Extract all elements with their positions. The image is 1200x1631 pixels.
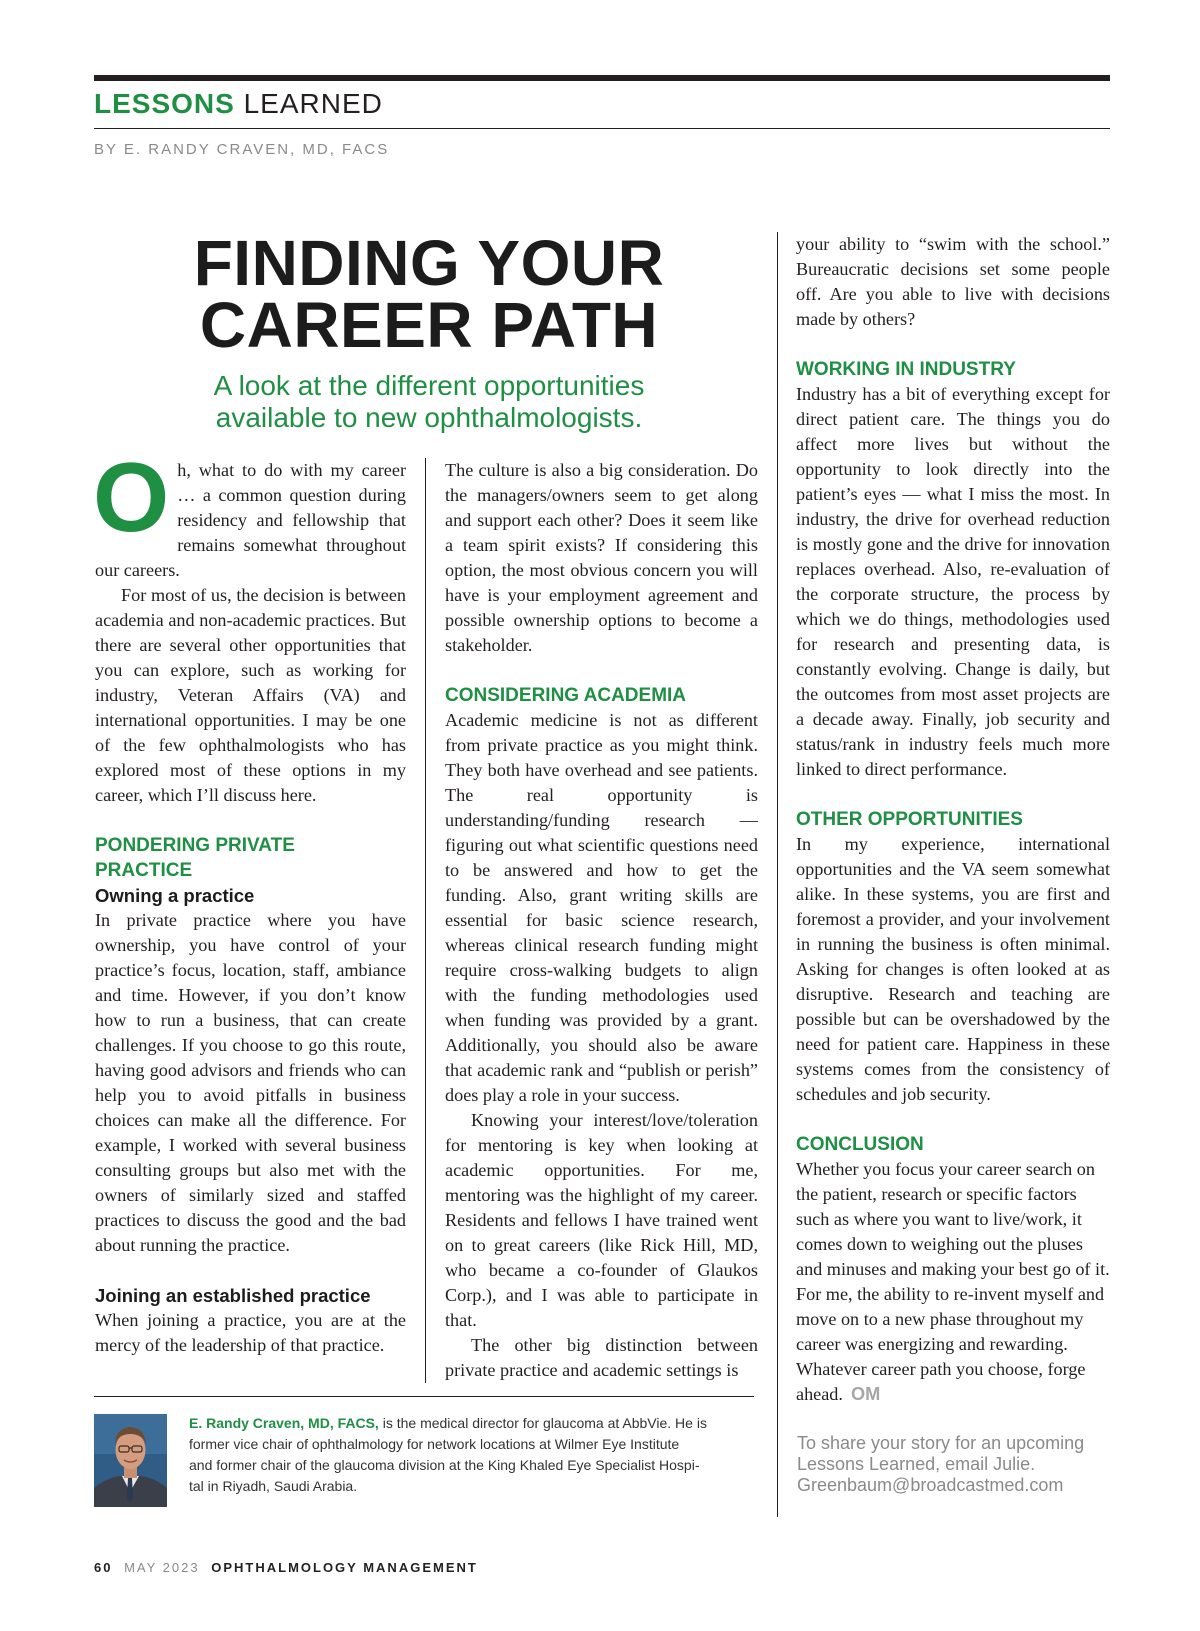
bio-author-name: E. Randy Craven, MD, FACS, bbox=[189, 1415, 379, 1431]
other-paragraph: In my experience, international opportunities and the VA seem somewhat alike. In these systems, you are first and foremost a provider, and your involvement in running the business is often minimal. Asking for changes is often looked at as disruptive. Research and teaching are possible but can be overshadowed by the need for patient care. Happiness in these systems comes from the consistency of schedules and job security. bbox=[796, 834, 1110, 1104]
subheading-joining-practice: Joining an established practice bbox=[95, 1285, 371, 1306]
column-2 bbox=[445, 458, 758, 1383]
department-rule bbox=[94, 128, 1110, 129]
article-title bbox=[94, 227, 764, 361]
section-heading-other-opportunities: OTHER OPPORTUNITIES bbox=[796, 809, 1023, 830]
academia-paragraph-2: Knowing your interest/love/toleration for mentoring is key when looking at academic opportunities. For me, mentoring was the highlight of my career. Residents and fellows I have trained went on to great careers (like Rick Hill, MD, who became a co-founder of Glaukos Corp.), and I was able to participate in that. bbox=[445, 1110, 758, 1330]
bio-line-2: former vice chair of ophthalmology for network locations at Wilmer Eye Institute bbox=[189, 1436, 680, 1452]
academia-paragraph-3b: your ability to “swim with the school.” Bureaucratic decisions set some people off. Are you able to live with decisions made by others? bbox=[796, 234, 1110, 329]
page-number: 60 bbox=[94, 1560, 113, 1575]
department-bold: LESSONS bbox=[94, 88, 235, 119]
heading-line-2: PRACTICE bbox=[95, 860, 193, 881]
bio-line-3: and former chair of the glaucoma division at the King Khaled Eye Specialist Hospi- bbox=[189, 1457, 700, 1473]
subheading-owning-practice: Owning a practice bbox=[95, 885, 255, 906]
title-line-1: FINDING YOUR bbox=[193, 227, 665, 299]
bio-line-4: tal in Riyadh, Saudi Arabia. bbox=[189, 1478, 358, 1494]
share-line-2: Lessons Learned, email Julie. bbox=[797, 1454, 1036, 1474]
subtitle-line-2: available to new ophthalmologists. bbox=[215, 402, 643, 433]
column-1 bbox=[93, 442, 406, 1358]
section-heading-industry: WORKING IN INDUSTRY bbox=[796, 359, 1016, 380]
department-light: LEARNED bbox=[243, 88, 383, 119]
owning-paragraph: In private practice where you have ownership, you have control of your practice’s focus, location, staff, ambiance and time. However, if you don’t know how to run a business, that can create challenges. If you choose to go this route, having good advisors and friends who can help you to avoid pitfalls in business choices can make all the difference. For example, I worked with several business consulting groups but also met with the owners of similarly sized and staffed practices to discuss the good and the bad about running the practice. bbox=[95, 910, 406, 1255]
author-bio bbox=[189, 1413, 754, 1497]
column-3 bbox=[796, 232, 1110, 1407]
joining-paragraph-1: When joining a practice, you are at the mercy of the leadership of that practice. bbox=[95, 1310, 406, 1355]
article-subtitle bbox=[94, 370, 764, 434]
author-portrait-icon bbox=[94, 1414, 167, 1507]
share-email[interactable]: Greenbaum@broadcastmed.com bbox=[797, 1475, 1064, 1495]
section-heading-conclusion: CONCLUSION bbox=[796, 1134, 924, 1155]
intro-paragraph-1-text: h, what to do with my career … a common question during residency and fellowship that remains somewhat throughout our careers. bbox=[95, 460, 406, 580]
academia-paragraph-3a: The other big distinction between private practice and academic settings is bbox=[445, 1335, 758, 1380]
column-divider-2 bbox=[777, 232, 778, 1517]
top-rule bbox=[94, 75, 1110, 81]
joining-paragraph-2: The culture is also a big consideration. Do the managers/owners seem to get along and support each other? Does it seem like a team spirit exists? If considering this option, the most obvious concern you will have is your employment agreement and possible ownership options to become a stakeholder. bbox=[445, 460, 758, 655]
subtitle-line-1: A look at the different opportunities bbox=[213, 370, 645, 401]
conclusion-paragraph bbox=[796, 1157, 1110, 1407]
title-line-2: CAREER PATH bbox=[199, 289, 659, 361]
byline: BY E. RANDY CRAVEN, MD, FACS bbox=[94, 141, 390, 158]
intro-paragraph-2: For most of us, the decision is between academia and non-academic practices. But there are several other opportunities that you can explore, such as working for industry, Veteran Affairs (VA) and international opportunities. I may be one of the few ophthalmologists who has explored most of these options in my career, which I’ll discuss here. bbox=[95, 585, 406, 805]
heading-line-1: PONDERING PRIVATE bbox=[95, 835, 295, 856]
intro-paragraph-1 bbox=[93, 442, 406, 583]
magazine-name: OPHTHALMOLOGY MANAGEMENT bbox=[211, 1560, 478, 1575]
bio-line-1-text: is the medical director for glaucoma at AbbVie. He is bbox=[378, 1415, 707, 1431]
conclusion-text: Whether you focus your career search on the patient, research or specific factors such as where you want to live/work, it comes down to weighing out the pluses and minuses and making your best go of it. For me, the ability to re-invent myself and move on to a new phase throughout my career was energizing and rewarding. Whatever career path you choose, forge ahead. bbox=[796, 1159, 1110, 1404]
drop-cap: O bbox=[93, 442, 170, 552]
column-divider-1 bbox=[425, 458, 426, 1383]
academia-paragraph-1: Academic medicine is not as different from private practice as you might think. They both have overhead and see patients. The real opportunity is understanding/funding research — figuring out what scientific questions need to be answered and how to get the funding. Also, grant writing skills are essential for basic science research, whereas clinical research funding might require cross-walking budgets to align with the funding methodologies used when funding was provided by a grant. Additionally, you should also be aware that academic rank and “publish or perish” does play a role in your success. bbox=[445, 710, 758, 1105]
author-photo bbox=[94, 1414, 167, 1507]
section-heading-academia: CONSIDERING ACADEMIA bbox=[445, 685, 687, 706]
share-line-1: To share your story for an upcoming bbox=[797, 1433, 1085, 1453]
issue-date: MAY 2023 bbox=[124, 1560, 200, 1575]
page-footer bbox=[94, 1560, 478, 1575]
bio-rule bbox=[94, 1396, 754, 1397]
end-mark: OM bbox=[850, 1384, 881, 1404]
department-label bbox=[94, 88, 383, 120]
bio-line-1 bbox=[189, 1413, 754, 1434]
share-story-note bbox=[797, 1433, 1117, 1496]
industry-paragraph: Industry has a bit of everything except for direct patient care. The things you do affect more lives but without the opportunity to look directly into the patient’s eyes — what I miss the most. In industry, the drive for overhead reduction is mostly gone and the drive for innovation replaces overhead. Also, re-evaluation of the corporate structure, the process by which we do things, methodologies used for research and presenting data, is constantly evolving. Change is daily, but the outcomes from most asset projects are a decade away. Finally, job security and status/rank in industry feels much more linked to direct performance. bbox=[796, 384, 1110, 779]
section-heading-private-practice bbox=[95, 833, 406, 883]
